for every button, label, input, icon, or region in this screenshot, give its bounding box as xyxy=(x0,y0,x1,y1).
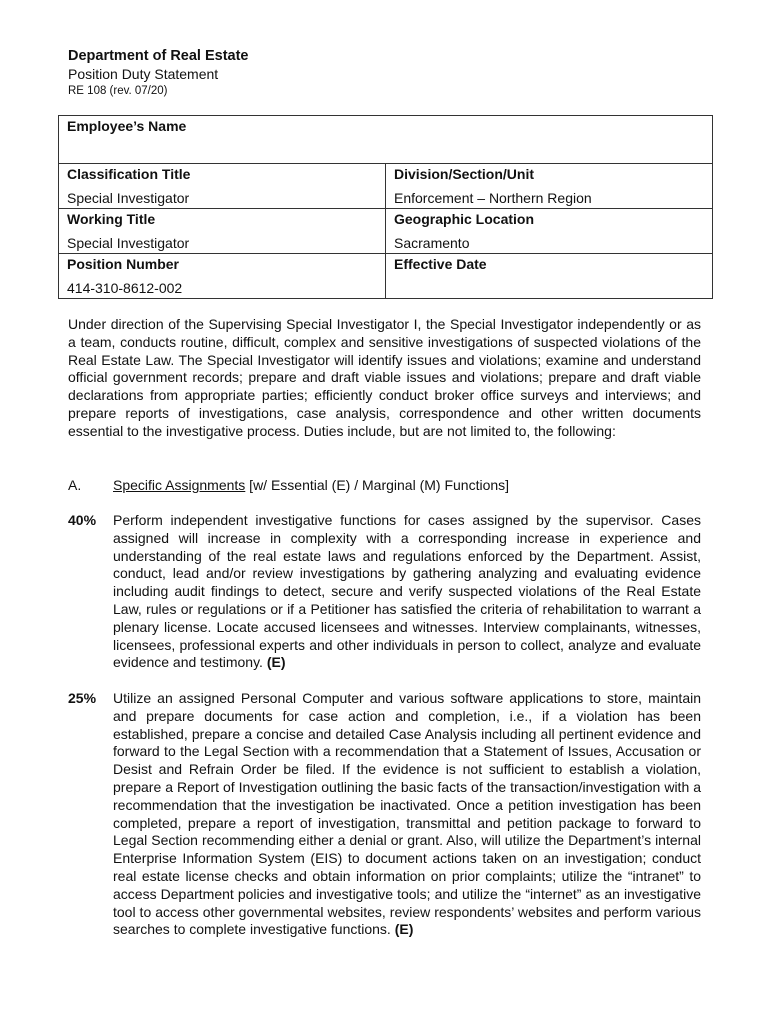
division-label: Division/Section/Unit xyxy=(394,166,535,182)
employee-name-label: Employee’s Name xyxy=(67,118,187,134)
classification-title-label: Classification Title xyxy=(67,166,191,182)
duty-text: Utilize an assigned Personal Computer and various software applications to store, maintain and prepare documents for case action and completion, i.e., if a violation has been established, prepare a concise and detailed Case Analysis including all pertinent evidence and forward to the Legal Section with a recommendation that a Statement of Issues, Accusation or Desist and Refrain Order be filed. If the evidence is not sufficient to establish a violation, prepare a Report of Investigation outlining the basic facts of the transaction/investigation with a recommendation that the investigation be inactivated. Once a petition investigation has been completed, prepare a report of investigation, transmittal and petition package to forward to Legal Section recommending either a denial or grant. Also, will utilize the Department’s internal Enterprise Information System (EIS) to document actions taken on an investigation; conduct real estate license checks and obtain information on prior complaints; utilize the “intranet” to access Department policies and investigative tools; and utilize the “internet” as an investigative tool to access other governmental websites, review respondents’ websites and perform various searches to complete investigative functions. xyxy=(113,690,701,938)
effective-date-cell xyxy=(386,254,713,299)
duty-percent: 40% xyxy=(68,512,97,528)
section-a-note: [w/ Essential (E) / Marginal (M) Functions] xyxy=(245,477,510,493)
geographic-location-value: Sacramento xyxy=(394,235,470,251)
department-name: Department of Real Estate xyxy=(68,48,249,64)
working-title-cell xyxy=(59,209,386,254)
document-title: Position Duty Statement xyxy=(68,66,219,82)
section-a-title: Specific Assignments xyxy=(113,477,246,493)
duty-percent: 25% xyxy=(68,690,97,706)
duty-function-tag: (E) xyxy=(266,654,286,671)
duty-description xyxy=(113,690,701,939)
division-value: Enforcement – Northern Region xyxy=(394,190,592,206)
position-info-table xyxy=(58,115,713,299)
employee-name-cell xyxy=(59,116,713,164)
form-revision: RE 108 (rev. 07/20) xyxy=(68,85,168,97)
duty-description xyxy=(113,512,701,672)
duty-function-tag: (E) xyxy=(394,921,414,938)
intro-paragraph: Under direction of the Supervising Special Investigator I, the Special Investigator independently or as a team, conducts routine, difficult, complex and sensitive investigations of suspected violations of the Real Estate Law. The Special Investigator will identify issues and violations; examine and understand official government records; prepare and draft viable issues and violations; prepare and draft viable declarations from appropriate parties; efficiently conduct broker office surveys and interviews; and prepare reports of investigations, case analysis, correspondence and other written documents essential to the investigative process. Duties include, but are not limited to, the following: xyxy=(68,316,701,439)
geographic-location-cell xyxy=(386,209,713,254)
division-cell xyxy=(386,164,713,209)
working-title-label: Working Title xyxy=(67,211,156,227)
working-title-value: Special Investigator xyxy=(67,235,190,251)
duty-text: Perform independent investigative functions for cases assigned by the supervisor. Cases assigned will increase in complexity with a corresponding increase in experience and understanding of the real estate laws and regulations enforced by the Department. Assist, conduct, lead and/or review investigations by gathering analyzing and evaluating evidence including audit findings to detect, secure and verify suspected violations of the Real Estate Law, rules or regulations or if a Petitioner has satisfied the criteria of rehabilitation to warrant a plenary license. Locate accused licensees and witnesses. Interview complainants, witnesses, licensees, professional experts and other individuals in person to collect, analyze and evaluate evidence and testimony. xyxy=(113,512,701,671)
section-a-letter: A. xyxy=(68,477,82,493)
geographic-location-label: Geographic Location xyxy=(394,211,535,227)
duty-item xyxy=(68,512,701,672)
classification-title-cell xyxy=(59,164,386,209)
effective-date-label: Effective Date xyxy=(394,256,487,272)
position-number-value: 414-310-8612-002 xyxy=(67,280,183,296)
duty-item xyxy=(68,690,701,939)
position-number-cell xyxy=(59,254,386,299)
position-number-label: Position Number xyxy=(67,256,180,272)
document-header xyxy=(68,47,249,99)
section-a-heading xyxy=(68,476,509,494)
classification-title-value: Special Investigator xyxy=(67,190,190,206)
